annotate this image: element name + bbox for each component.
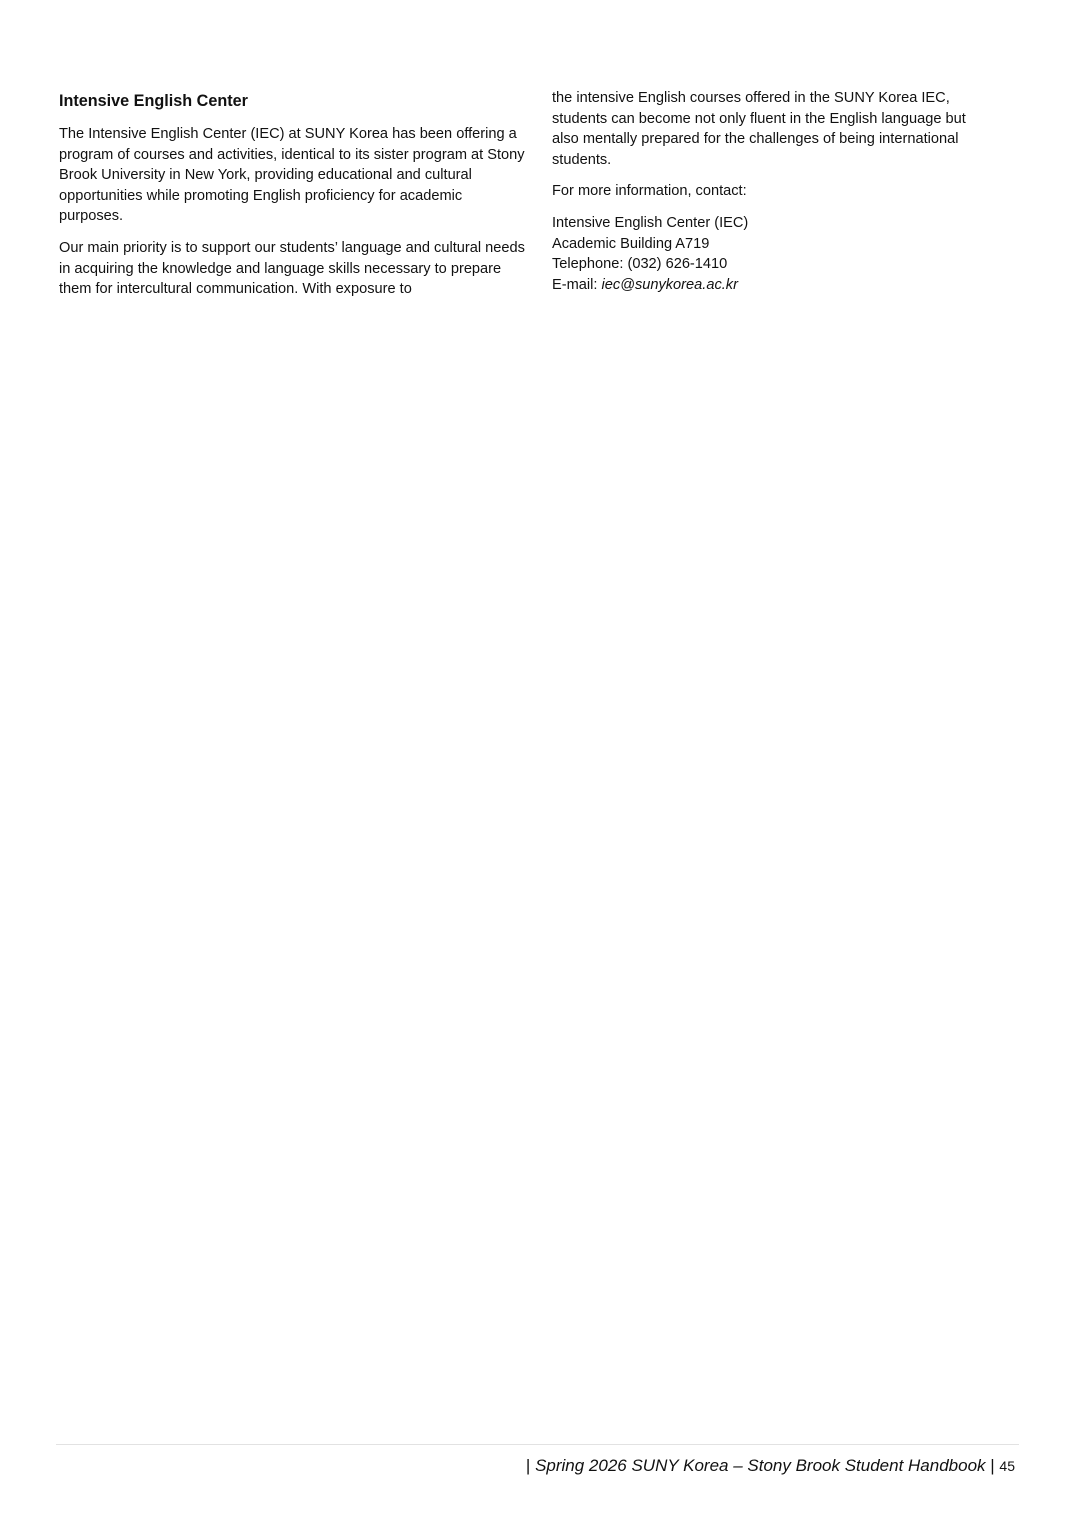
contact-location: Academic Building A719 xyxy=(552,235,710,252)
section-heading: Intensive English Center xyxy=(59,92,248,110)
contact-name: Intensive English Center (IEC) xyxy=(552,214,749,231)
priority-paragraph: Our main priority is to support our students’ language and cultural needs in acquiring the knowledge and language skills necessary to prepare them for intercultural communication. With exposure to xyxy=(59,239,525,298)
priority-paragraph-continued: the intensive English courses offered in the SUNY Korea IEC, students can become not only fluent in the English language but also mentally prepared for the challenges of being international students. xyxy=(552,90,966,168)
email-link[interactable]: iec@sunykorea.ac.kr xyxy=(601,276,738,293)
contact-telephone: Telephone: (032) 626-1410 xyxy=(552,256,728,273)
right-column xyxy=(552,88,994,295)
page-number: 45 xyxy=(999,1458,1015,1474)
page-footer xyxy=(526,1454,1015,1478)
contact-email xyxy=(552,275,994,296)
footer-separator-left: | xyxy=(525,1456,536,1475)
contact-intro: For more information, contact: xyxy=(552,183,747,200)
left-column xyxy=(59,88,525,311)
footer-separator-right: | xyxy=(985,1456,1000,1475)
contact-block xyxy=(552,213,994,295)
intro-paragraph: The Intensive English Center (IEC) at SUNY Korea has been offering a program of courses and activities, identical to its sister program at Stony Brook University in New York, providing educational and cultural opportunities while promoting English proficiency for academic purposes. xyxy=(59,126,525,225)
footer-title: Spring 2026 SUNY Korea – Stony Brook Student Handbook xyxy=(535,1456,986,1475)
email-label: E-mail: xyxy=(552,276,602,293)
footer-divider xyxy=(56,1444,1019,1445)
